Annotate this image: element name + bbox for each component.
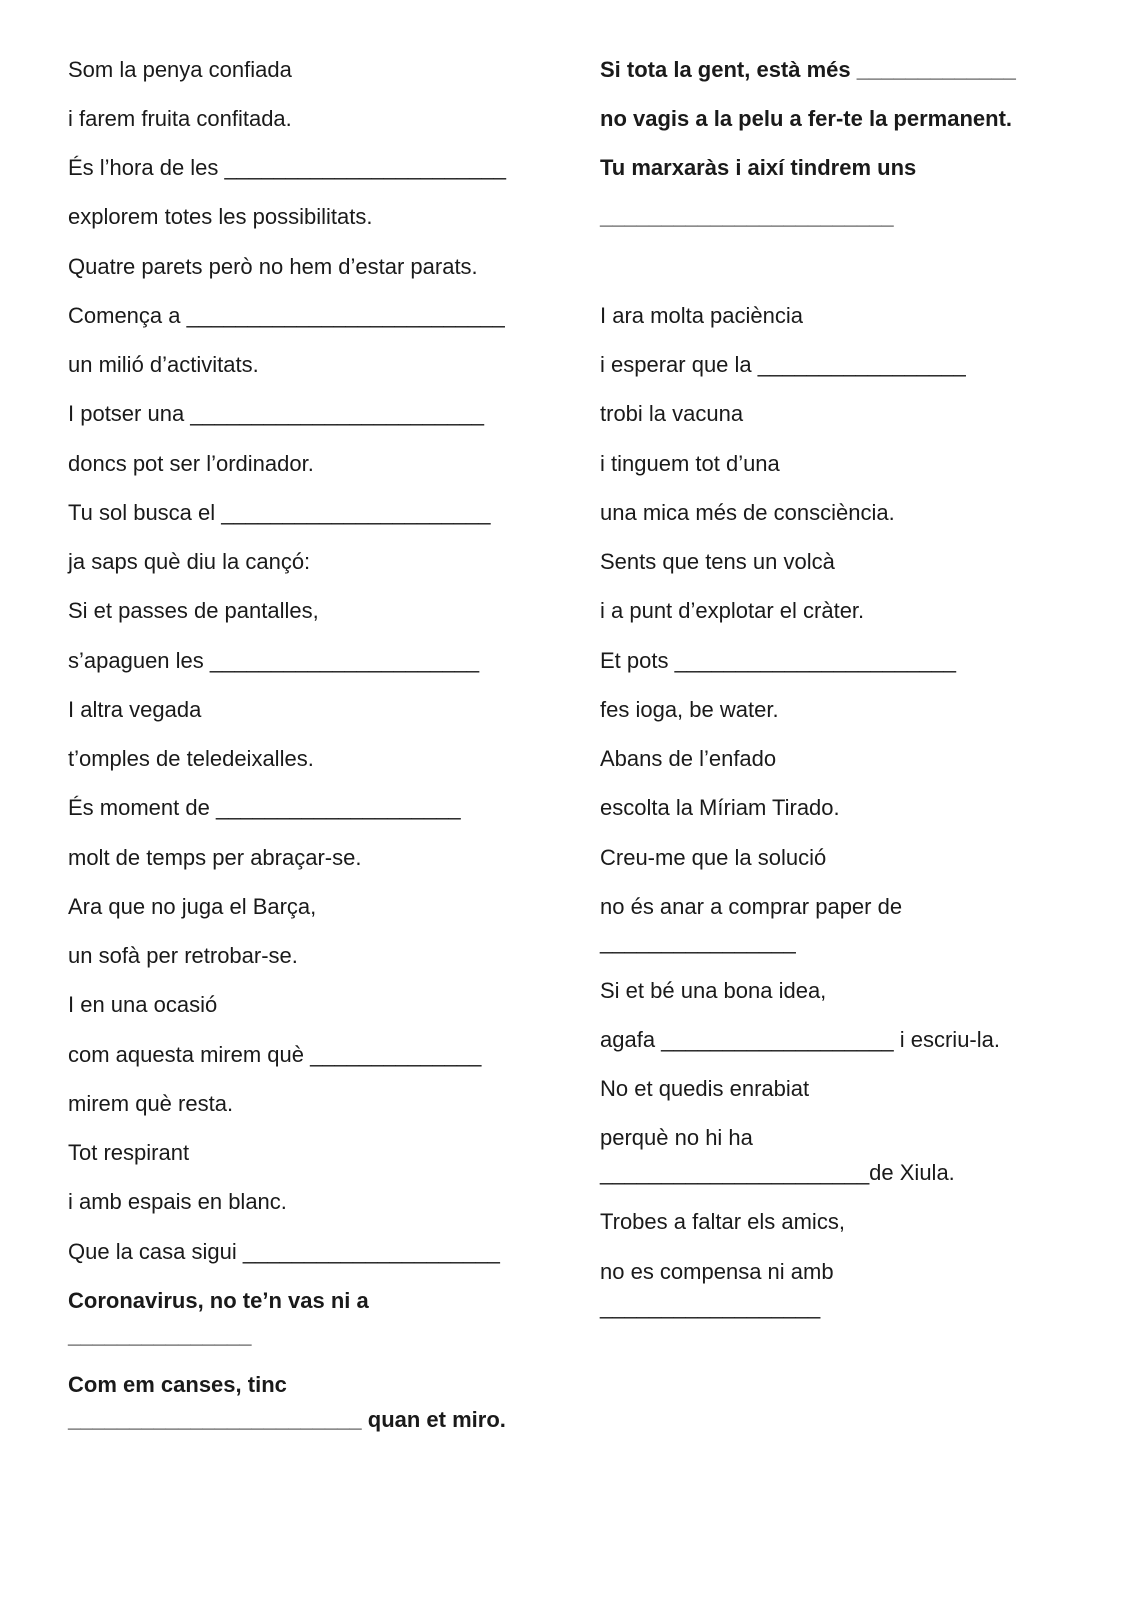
lyric-line: I potser una ________________________ <box>68 401 484 426</box>
lyric-line: Som la penya confiada <box>68 57 292 82</box>
lyric-line: i amb espais en blanc. <box>68 1189 287 1214</box>
lyric-line: __________________ <box>600 1294 821 1319</box>
lyric-line: I ara molta paciència <box>600 303 803 328</box>
lyric-line: Que la casa sigui _____________________ <box>68 1239 500 1264</box>
lyric-line: perquè no hi ha <box>600 1125 753 1150</box>
lyric-line: Et pots _______________________ <box>600 648 957 673</box>
lyric-line: i farem fruita confitada. <box>68 106 292 131</box>
lyric-line: s’apaguen les ______________________ <box>68 648 480 673</box>
lyric-line: Abans de l’enfado <box>600 746 777 771</box>
lyric-line: un milió d’activitats. <box>68 352 259 377</box>
lyric-line: trobi la vacuna <box>600 401 744 426</box>
lyric-line: Tu sol busca el ______________________ <box>68 500 491 525</box>
lyric-line: ________________________ quan et miro. <box>68 1407 506 1432</box>
lyric-line: Trobes a faltar els amics, <box>600 1209 845 1234</box>
lyric-line: no és anar a comprar paper de <box>600 894 903 919</box>
lyric-line: ________________ <box>600 929 796 954</box>
lyric-line: Coronavirus, no te’n vas ni a <box>68 1288 369 1313</box>
lyric-line: És moment de ____________________ <box>68 795 461 820</box>
lyric-line: fes ioga, be water. <box>600 697 779 722</box>
lyric-line: Creu-me que la solució <box>600 845 827 870</box>
lyric-line: Sents que tens un volcà <box>600 549 835 574</box>
lyric-line: Si et passes de pantalles, <box>68 598 319 623</box>
lyric-line: Comença a __________________________ <box>68 303 505 328</box>
lyric-line: _______________ <box>68 1323 252 1348</box>
lyric-line: I altra vegada <box>68 697 202 722</box>
lyric-line: És l’hora de les _______________________ <box>68 155 506 180</box>
lyric-line: ________________________ <box>600 204 894 229</box>
lyric-line: No et quedis enrabiat <box>600 1076 810 1101</box>
lyric-line: doncs pot ser l’ordinador. <box>68 451 314 476</box>
lyric-line: com aquesta mirem què ______________ <box>68 1042 482 1067</box>
lyric-line: Si et bé una bona idea, <box>600 978 827 1003</box>
lyric-line: i tinguem tot d’una <box>600 451 780 476</box>
lyric-line: no es compensa ni amb <box>600 1259 834 1284</box>
lyric-line: Ara que no juga el Barça, <box>68 894 317 919</box>
lyric-line: ______________________de Xiula. <box>600 1160 955 1185</box>
lyric-line: Tu marxaràs i així tindrem uns <box>600 155 917 180</box>
lyric-line: ja saps què diu la cançó: <box>68 549 311 574</box>
lyric-line: Si tota la gent, està més _____________ <box>600 57 1016 82</box>
lyric-line: i a punt d’explotar el cràter. <box>600 598 865 623</box>
lyric-line: explorem totes les possibilitats. <box>68 204 373 229</box>
lyric-line: una mica més de consciència. <box>600 500 895 525</box>
lyric-line: i esperar que la _________________ <box>600 352 966 377</box>
lyric-line: Quatre parets però no hem d’estar parats. <box>68 254 478 279</box>
lyric-line: agafa ___________________ i escriu-la. <box>600 1027 1000 1052</box>
lyric-line: mirem què resta. <box>68 1091 234 1116</box>
lyric-line: Tot respirant <box>68 1140 190 1165</box>
lyric-line: Com em canses, tinc <box>68 1372 287 1397</box>
lyric-line: un sofà per retrobar-se. <box>68 943 298 968</box>
lyric-line: no vagis a la pelu a fer-te la permanent. <box>600 106 1013 131</box>
lyric-line: molt de temps per abraçar-se. <box>68 845 362 870</box>
lyric-line: escolta la Míriam Tirado. <box>600 795 840 820</box>
lyric-line: t’omples de teledeixalles. <box>68 746 314 771</box>
lyric-line: I en una ocasió <box>68 992 218 1017</box>
